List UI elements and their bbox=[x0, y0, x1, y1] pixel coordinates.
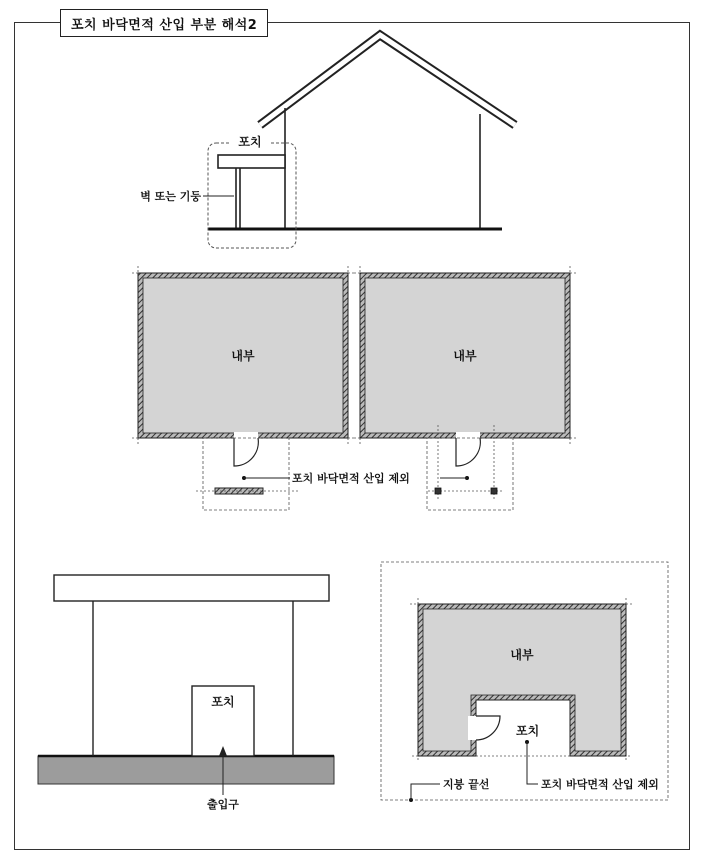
front-elevation bbox=[38, 575, 334, 811]
roof-edge-label: 지붕 끝선 bbox=[443, 778, 490, 791]
excluded-porch-floor-label: 포치 바닥면적 산입 제외 bbox=[292, 472, 410, 485]
wall-or-column-label: 벽 또는 기둥 bbox=[140, 190, 201, 203]
porch-label: 포치 bbox=[516, 724, 540, 738]
ground bbox=[38, 756, 334, 784]
porch-area-dashed bbox=[427, 438, 513, 510]
porch-label: 포치 bbox=[211, 695, 235, 709]
roof-slab bbox=[54, 575, 329, 601]
door-swing bbox=[456, 438, 480, 466]
diagram-title: 포치 바닥면적 산입 부분 해석2 bbox=[60, 9, 268, 37]
porch-canopy bbox=[218, 155, 285, 168]
door-swing bbox=[234, 438, 258, 466]
house-elevation bbox=[140, 35, 515, 248]
house-roof bbox=[260, 35, 515, 125]
entrance-label: 출입구 bbox=[207, 798, 239, 811]
excluded-porch-floor-label: 포치 바닥면적 산입 제외 bbox=[541, 778, 659, 791]
porch-label: 포치 bbox=[238, 135, 262, 149]
interior-label: 내부 bbox=[231, 349, 255, 363]
porch-area-dashed bbox=[203, 438, 289, 510]
porch-column bbox=[435, 488, 441, 494]
interior-label: 내부 bbox=[453, 349, 477, 363]
interior-label: 내부 bbox=[510, 648, 534, 662]
recessed-porch-plan bbox=[381, 562, 668, 802]
porch-column bbox=[491, 488, 497, 494]
porch-wall-hatched bbox=[215, 488, 263, 494]
